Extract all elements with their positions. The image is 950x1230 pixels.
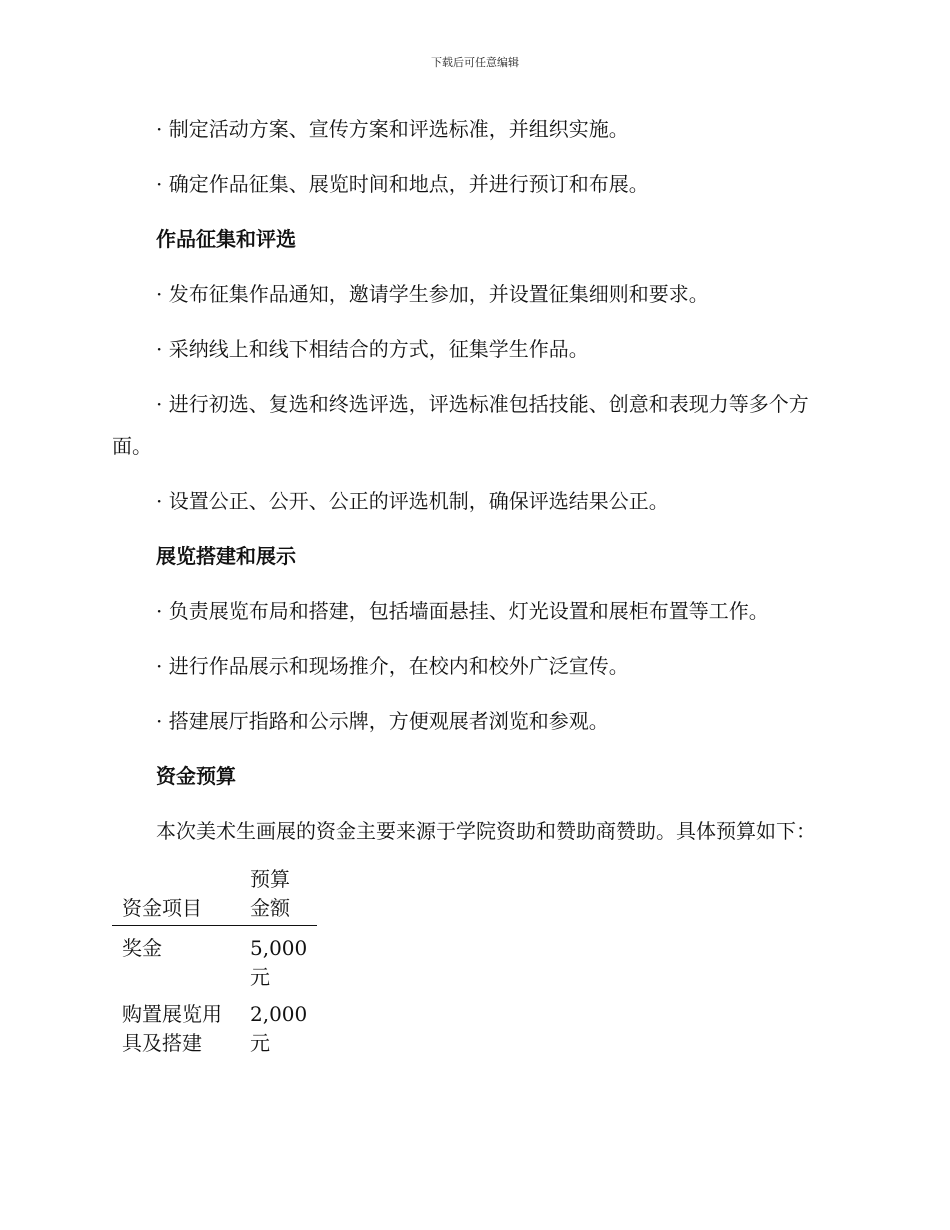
budget-intro: 本次美术生画展的资金主要来源于学院资助和赞助商赞助。具体预算如下： (156, 819, 816, 843)
bullet-promotion: · 进行作品展示和现场推介，在校内和校外广泛宣传。 (156, 654, 629, 678)
table-cell-amount: 5,000元 (250, 936, 308, 989)
column-header-item: 资金项目 (112, 865, 240, 926)
table-cell-item: 购置展览用具及搭建 (122, 1002, 222, 1055)
table-cell-item: 奖金 (122, 936, 162, 960)
section-heading-budget: 资金预算 (156, 764, 236, 788)
document-body (112, 108, 832, 1058)
bullet-fair-mechanism: · 设置公正、公开、公正的评选机制，确保评选结果公正。 (156, 489, 669, 513)
table-row (112, 992, 317, 1058)
bullet-notice: · 发布征集作品通知，邀请学生参加，并设置征集细则和要求。 (156, 282, 709, 306)
bullet-schedule: · 确定作品征集、展览时间和地点，并进行预订和布展。 (156, 172, 649, 196)
table-row (112, 926, 317, 993)
section-heading-collection: 作品征集和评选 (156, 227, 296, 251)
bullet-signage: · 搭建展厅指路和公示牌，方便观展者浏览和参观。 (156, 709, 609, 733)
page-header: 下载后可任意编辑 (431, 56, 519, 69)
bullet-plan: · 制定活动方案、宣传方案和评选标准，并组织实施。 (156, 117, 629, 141)
budget-table (112, 865, 317, 1058)
table-cell-amount: 2,000元 (250, 1002, 308, 1055)
column-header-amount: 预算金额 (240, 865, 317, 926)
table-header-row (112, 865, 317, 926)
bullet-layout: · 负责展览布局和搭建，包括墙面悬挂、灯光设置和展柜布置等工作。 (156, 599, 769, 623)
bullet-selection-rounds: · 进行初选、复选和终选评选，评选标准包括技能、创意和表现力等多个方面。 (112, 392, 809, 458)
section-heading-exhibition: 展览搭建和展示 (156, 544, 296, 568)
bullet-online-offline: · 采纳线上和线下相结合的方式，征集学生作品。 (156, 337, 589, 361)
